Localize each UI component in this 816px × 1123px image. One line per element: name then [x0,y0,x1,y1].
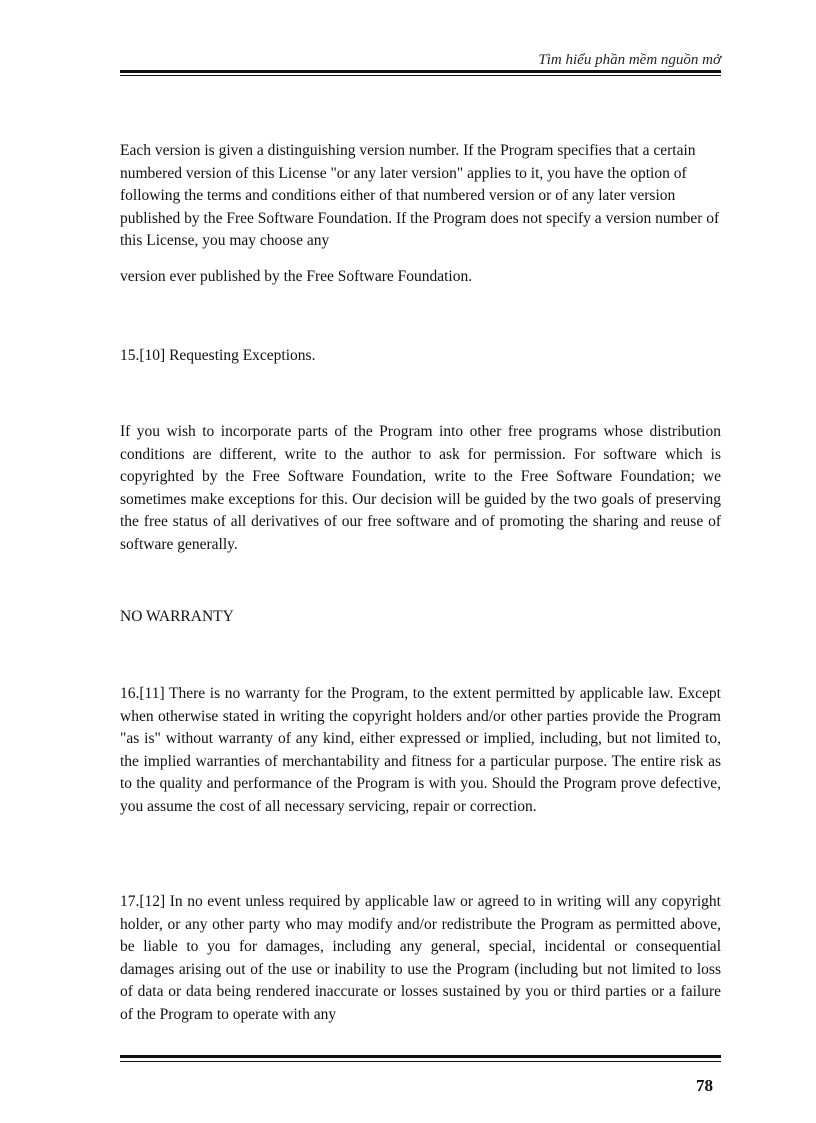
paragraph-section-17: 17.[12] In no event unless required by applicable law or agreed to in writing will any copyright holder, or any other party who may modify and/or redistribute the Program as permitted above, be liable to you for damages, including any general, special, incidental or consequential damages arising out of the use or inability to use the Program (including but not limited to loss of data or data being rendered inaccurate or losses sustained by you or third parties or a failure of the Program to operate with any [120,893,721,1023]
section-15-heading: 15.[10] Requesting Exceptions. [120,347,316,364]
page-number: 78 [696,1076,713,1095]
paragraph-section-16: 16.[11] There is no warranty for the Program, to the extent permitted by applicable law. Except when otherwise stated in writing the copyright holders and/or other parties provide the Program "as is" without warranty of any kind, either expressed or implied, including, but not limited to, the implied warranties of merchantability and fitness for a particular purpose. The entire risk as to the quality and performance of the Program is with you. Should the Program prove defective, you assume the cost of all necessary servicing, repair or correction. [120,685,721,815]
header-rule-thick [120,70,721,73]
footer-rule-thin [120,1061,721,1062]
header-rule-thin [120,75,721,76]
running-header-title: Tìm hiểu phần mềm nguồn mở [538,52,721,68]
footer-rule-thick [120,1055,721,1058]
paragraph-version-number: Each version is given a distinguishing version number. If the Program specifies that a certain numbered version of this License "or any later version" applies to it, you have the option of following the terms and conditions either of that numbered version or of any later version published by the Free Software Foundation. If the Program does not specify a version number of this License, you may choose any [120,142,720,249]
paragraph-version-published: version ever published by the Free Software Foundation. [120,268,473,285]
paragraph-requesting-exceptions: If you wish to incorporate parts of the Program into other free programs whose distribution conditions are different, write to the author to ask for permission. For software which is copyrighted by the Free Software Foundation, write to the Free Software Foundation; we sometimes make exceptions for this. Our decision will be guided by the two goals of preserving the free status of all derivatives of our free software and of promoting the sharing and reuse of software generally. [120,423,721,553]
no-warranty-heading: NO WARRANTY [120,608,234,625]
